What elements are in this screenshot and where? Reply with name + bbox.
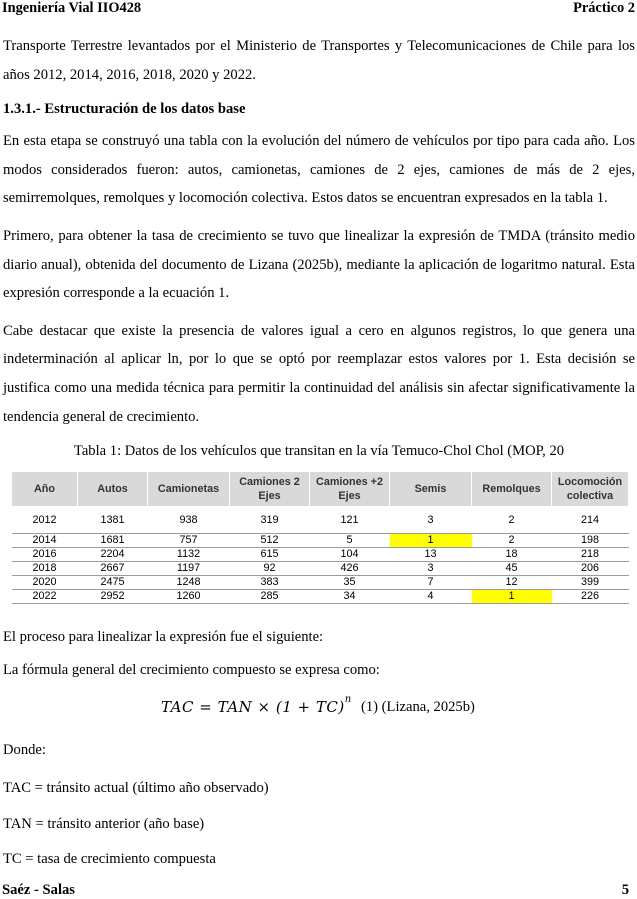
table-cell: 938: [148, 507, 230, 534]
table-cell: 5: [310, 534, 390, 548]
column-header: Camiones 2 Ejes: [230, 472, 310, 507]
column-header: Autos: [78, 472, 148, 507]
column-header: Año: [12, 472, 78, 507]
table-cell: 2952: [78, 590, 148, 604]
formula-lhs: TAC: [161, 698, 194, 717]
table-cell: 757: [148, 534, 230, 548]
table-cell: 2016: [12, 548, 78, 562]
header-course-title: Ingeniería Vial IIO428: [2, 0, 142, 16]
table-cell: 285: [230, 590, 310, 604]
table-cell: 2018: [12, 562, 78, 576]
table-cell: 121: [310, 507, 390, 534]
table-row: [12, 576, 629, 590]
table-cell: 319: [230, 507, 310, 534]
table-cell: 198: [552, 534, 629, 548]
definition-tac: TAC = tránsito actual (último año observado): [3, 779, 269, 796]
footer-authors: Saéz - Salas: [2, 882, 75, 898]
column-header: Camionetas: [148, 472, 230, 507]
table-cell: 2475: [78, 576, 148, 590]
column-header: Remolques: [472, 472, 552, 507]
table-cell: 218: [552, 548, 629, 562]
table-cell: 2667: [78, 562, 148, 576]
table-cell: 2014: [12, 534, 78, 548]
table-cell: 206: [552, 562, 629, 576]
definition-tan: TAN = tránsito anterior (año base): [3, 815, 205, 832]
formula-reference: (1) (Lizana, 2025b): [361, 699, 475, 716]
table-cell: 2204: [78, 548, 148, 562]
table-caption: Tabla 1: Datos de los vehículos que transitan en la vía Temuco-Chol Chol (MOP, 20: [73, 443, 565, 460]
formula-exponent: n: [344, 694, 352, 706]
table-cell: 383: [230, 576, 310, 590]
paragraph-zero-values: Cabe destacar que existe la presencia de valores igual a cero en algunos registros, lo que genera una indeterminación al aplicar ln, por lo que se optó por reemplazar estos valores por 1. Esta decisión se justifica como una medida técnica para permitir la continuidad del análisis sin afectar significativamente la tendencia general de crecimiento.: [3, 322, 635, 425]
table-cell: 1381: [78, 507, 148, 534]
table-row: [12, 534, 629, 548]
page-number: 5: [621, 882, 629, 898]
header-practical-label: Práctico 2: [573, 0, 635, 16]
donde-label: Donde:: [3, 742, 46, 759]
table-cell: 226: [552, 590, 629, 604]
table-cell: 2022: [12, 590, 78, 604]
column-header: Camiones +2 Ejes: [310, 472, 390, 507]
table-cell: 512: [230, 534, 310, 548]
table-cell: 214: [552, 507, 629, 534]
table-cell: 34: [310, 590, 390, 604]
table-cell: 12: [472, 576, 552, 590]
table-row: [12, 507, 629, 534]
paragraph-process: El proceso para linealizar la expresión fue el siguiente:: [3, 629, 324, 646]
table-cell: 615: [230, 548, 310, 562]
table-cell: 4: [390, 590, 472, 604]
table-cell: 45: [472, 562, 552, 576]
vehicle-data-table: [11, 471, 629, 604]
table-cell: 18: [472, 548, 552, 562]
formula-rhs: TAN × (1 + TC): [217, 698, 345, 717]
page-body: [3, 32, 635, 874]
table-cell: 1248: [148, 576, 230, 590]
paragraph-linearize: Primero, para obtener la tasa de crecimiento se tuvo que linealizar la expresión de TMDA (tránsito medio diario anual), obtenida del documento de Lizana (2025b), mediante la aplicación de logaritmo natural. Esta expresión corresponde a la ecuación 1.: [3, 227, 635, 302]
table-cell: 13: [390, 548, 472, 562]
table-header-row: [12, 472, 629, 507]
table-cell: 2012: [12, 507, 78, 534]
table-cell: 3: [390, 507, 472, 534]
table-cell: 1197: [148, 562, 230, 576]
intro-paragraph: Transporte Terrestre levantados por el Ministerio de Transportes y Telecomunicaciones de Chile para los años 2012, 2014, 2016, 2018, 2020 y 2022.: [3, 38, 635, 83]
table-cell: 1: [390, 534, 472, 548]
equation-1: [3, 690, 635, 730]
formula-expression: [161, 694, 352, 717]
section-heading: 1.3.1.- Estructuración de los datos base: [3, 101, 246, 118]
table-cell: 92: [230, 562, 310, 576]
paragraph-formula-intro: La fórmula general del crecimiento compuesto se expresa como:: [3, 661, 380, 678]
paragraph-structure: En esta etapa se construyó una tabla con la evolución del número de vehículos por tipo para cada año. Los modos considerados fueron: autos, camionetas, camiones de 2 ejes, camiones de más de 2 ejes, semirremolques, remolques y locomoción colectiva. Estos datos se encuentran expresados en la tabla 1.: [3, 133, 635, 207]
table-row: [12, 548, 629, 562]
table-row: [12, 590, 629, 604]
formula-equals: =: [199, 698, 213, 717]
table-cell: 35: [310, 576, 390, 590]
table-row: [12, 562, 629, 576]
table-cell: 3: [390, 562, 472, 576]
table-cell: 2020: [12, 576, 78, 590]
table-cell: 1681: [78, 534, 148, 548]
table-cell: 1260: [148, 590, 230, 604]
table-cell: 1: [472, 590, 552, 604]
table-cell: 1132: [148, 548, 230, 562]
column-header: Semis: [390, 472, 472, 507]
table-cell: 426: [310, 562, 390, 576]
page-footer: [2, 882, 629, 899]
table-cell: 2: [472, 534, 552, 548]
column-header: Locomoción colectiva: [552, 472, 629, 507]
table-cell: 104: [310, 548, 390, 562]
table-cell: 7: [390, 576, 472, 590]
definition-tc: TC = tasa de crecimiento compuesta: [3, 851, 216, 868]
page-header: [2, 0, 635, 18]
table-cell: 2: [472, 507, 552, 534]
table-cell: 399: [552, 576, 629, 590]
